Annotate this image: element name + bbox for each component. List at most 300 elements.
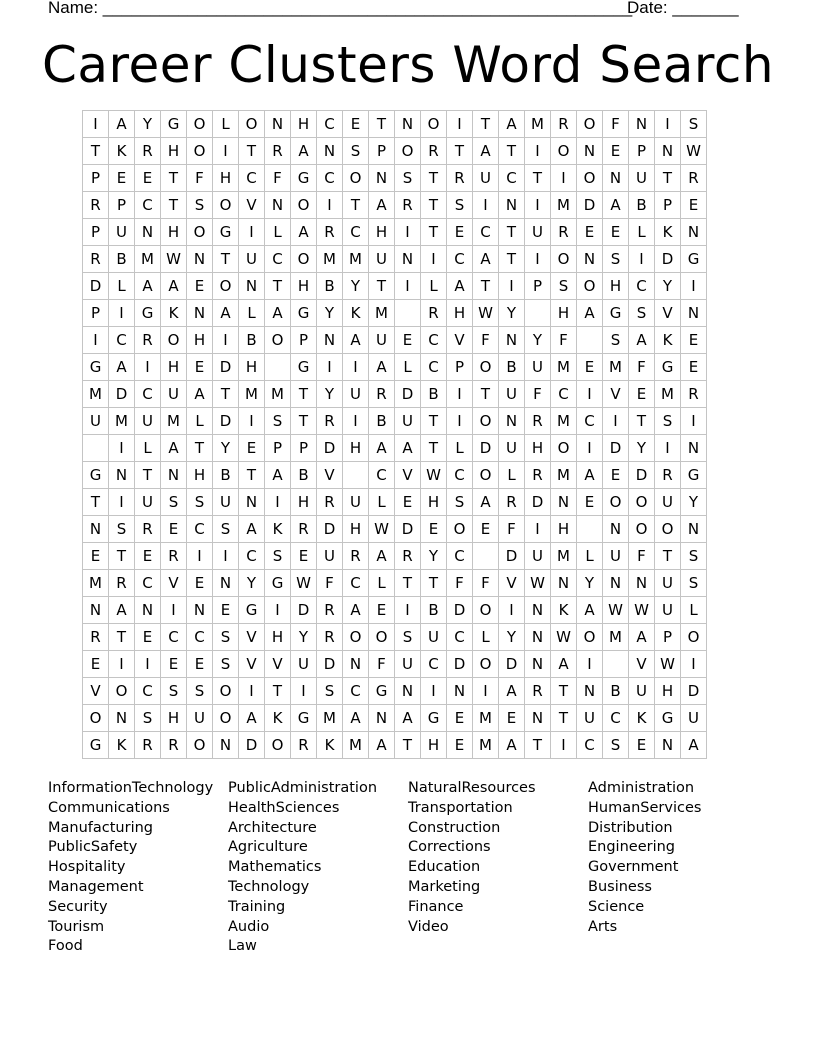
grid-cell: C: [447, 462, 473, 489]
grid-cell: N: [525, 651, 551, 678]
grid-cell: N: [577, 138, 603, 165]
grid-cell: I: [239, 408, 265, 435]
grid-cell: I: [109, 300, 135, 327]
word-list-item: InformationTechnology: [48, 780, 214, 796]
grid-cell: I: [551, 165, 577, 192]
grid-cell: T: [213, 246, 239, 273]
grid-cell: O: [473, 651, 499, 678]
grid-cell: E: [577, 219, 603, 246]
grid-cell: T: [525, 165, 551, 192]
grid-row: [83, 138, 707, 165]
grid-cell: O: [291, 192, 317, 219]
grid-cell: T: [473, 273, 499, 300]
grid-cell: I: [395, 219, 421, 246]
grid-cell: S: [187, 489, 213, 516]
grid-cell: G: [655, 705, 681, 732]
grid-cell: D: [447, 597, 473, 624]
word-list-item: Manufacturing: [48, 819, 153, 836]
word-list-item: PublicAdministration: [228, 780, 378, 796]
grid-cell: L: [499, 462, 525, 489]
grid-cell: T: [551, 678, 577, 705]
grid-cell: G: [213, 219, 239, 246]
word-list-item: Food: [48, 938, 83, 955]
grid-cell: R: [83, 192, 109, 219]
grid-cell: R: [135, 732, 161, 759]
grid-cell: M: [551, 354, 577, 381]
grid-cell: F: [369, 651, 395, 678]
grid-row: [83, 489, 707, 516]
grid-cell: G: [681, 462, 707, 489]
grid-cell: O: [161, 327, 187, 354]
grid-cell: C: [109, 327, 135, 354]
grid-row: [83, 462, 707, 489]
grid-cell: N: [395, 111, 421, 138]
grid-cell: T: [291, 408, 317, 435]
grid-cell: I: [577, 651, 603, 678]
word-list-item: Administration: [588, 780, 695, 796]
grid-cell: I: [525, 246, 551, 273]
grid-cell: M: [655, 381, 681, 408]
grid-cell: I: [473, 678, 499, 705]
grid-cell: C: [421, 651, 447, 678]
grid-cell: C: [577, 732, 603, 759]
grid-cell: Y: [577, 570, 603, 597]
grid-cell: L: [239, 300, 265, 327]
grid-cell: A: [343, 705, 369, 732]
grid-cell: E: [213, 597, 239, 624]
grid-cell: [525, 300, 551, 327]
grid-cell: O: [109, 678, 135, 705]
grid-cell: L: [187, 408, 213, 435]
grid-cell: T: [395, 732, 421, 759]
grid-cell: D: [213, 408, 239, 435]
grid-cell: B: [239, 327, 265, 354]
grid-cell: D: [83, 273, 109, 300]
grid-cell: H: [603, 273, 629, 300]
grid-cell: O: [551, 246, 577, 273]
grid-row: [83, 219, 707, 246]
grid-cell: E: [187, 354, 213, 381]
grid-cell: B: [369, 408, 395, 435]
grid-cell: M: [603, 624, 629, 651]
grid-cell: R: [551, 219, 577, 246]
word-list-item: Construction: [408, 819, 501, 836]
grid-cell: L: [135, 435, 161, 462]
grid-cell: U: [577, 705, 603, 732]
grid-cell: S: [161, 489, 187, 516]
grid-cell: B: [317, 273, 343, 300]
grid-row: [83, 435, 707, 462]
grid-cell: O: [655, 516, 681, 543]
grid-cell: T: [265, 678, 291, 705]
word-list-item: Security: [48, 898, 108, 915]
grid-cell: I: [629, 246, 655, 273]
word-list-item: Government: [588, 859, 679, 876]
grid-cell: R: [317, 219, 343, 246]
grid-cell: P: [447, 354, 473, 381]
grid-cell: L: [681, 597, 707, 624]
grid-cell: B: [603, 678, 629, 705]
grid-cell: T: [499, 138, 525, 165]
grid-cell: C: [343, 570, 369, 597]
grid-cell: V: [603, 381, 629, 408]
grid-cell: O: [473, 354, 499, 381]
grid-cell: I: [603, 408, 629, 435]
grid-cell: U: [109, 219, 135, 246]
grid-cell: T: [213, 381, 239, 408]
grid-cell: T: [135, 462, 161, 489]
grid-cell: W: [525, 570, 551, 597]
grid-cell: I: [135, 651, 161, 678]
grid-cell: L: [369, 489, 395, 516]
grid-cell: S: [603, 732, 629, 759]
grid-cell: C: [447, 246, 473, 273]
grid-cell: C: [447, 624, 473, 651]
grid-cell: E: [161, 516, 187, 543]
grid-cell: Y: [629, 435, 655, 462]
grid-cell: M: [473, 705, 499, 732]
grid-cell: W: [161, 246, 187, 273]
grid-cell: R: [161, 732, 187, 759]
grid-cell: P: [655, 192, 681, 219]
grid-cell: E: [187, 570, 213, 597]
grid-cell: D: [577, 192, 603, 219]
grid-cell: A: [291, 219, 317, 246]
grid-cell: U: [135, 408, 161, 435]
grid-cell: S: [135, 705, 161, 732]
grid-cell: M: [161, 408, 187, 435]
grid-cell: A: [473, 138, 499, 165]
grid-cell: A: [109, 111, 135, 138]
grid-cell: M: [551, 462, 577, 489]
grid-row: [83, 624, 707, 651]
grid-cell: V: [447, 327, 473, 354]
grid-cell: H: [213, 165, 239, 192]
grid-cell: H: [239, 354, 265, 381]
grid-cell: D: [213, 354, 239, 381]
grid-cell: N: [213, 732, 239, 759]
grid-row: [83, 246, 707, 273]
grid-cell: N: [499, 192, 525, 219]
grid-cell: C: [421, 354, 447, 381]
grid-row: [83, 705, 707, 732]
grid-cell: Y: [421, 543, 447, 570]
word-list-item: Technology: [228, 878, 310, 895]
grid-cell: O: [395, 138, 421, 165]
word-list-item: Communications: [48, 799, 170, 816]
grid-cell: M: [239, 381, 265, 408]
grid-cell: H: [343, 435, 369, 462]
grid-cell: D: [447, 651, 473, 678]
grid-cell: H: [291, 273, 317, 300]
grid-cell: P: [629, 138, 655, 165]
grid-cell: T: [369, 111, 395, 138]
grid-cell: N: [577, 246, 603, 273]
grid-cell: N: [395, 678, 421, 705]
grid-cell: O: [551, 435, 577, 462]
grid-cell: S: [681, 570, 707, 597]
grid-cell: R: [551, 111, 577, 138]
grid-cell: A: [447, 273, 473, 300]
grid-cell: O: [187, 111, 213, 138]
grid-cell: R: [317, 624, 343, 651]
grid-cell: M: [317, 705, 343, 732]
grid-cell: S: [447, 489, 473, 516]
grid-cell: B: [421, 597, 447, 624]
grid-cell: C: [317, 165, 343, 192]
grid-cell: C: [135, 381, 161, 408]
grid-cell: R: [395, 543, 421, 570]
grid-cell: P: [525, 273, 551, 300]
grid-cell: U: [603, 543, 629, 570]
grid-row: [83, 678, 707, 705]
word-column: [48, 779, 228, 957]
grid-cell: F: [473, 327, 499, 354]
grid-cell: E: [395, 327, 421, 354]
grid-cell: D: [317, 651, 343, 678]
grid-row: [83, 597, 707, 624]
grid-cell: U: [629, 165, 655, 192]
grid-cell: M: [343, 246, 369, 273]
grid-cell: D: [395, 516, 421, 543]
word-list-item: Video: [408, 918, 449, 935]
grid-cell: N: [187, 300, 213, 327]
grid-cell: A: [629, 624, 655, 651]
grid-cell: U: [83, 408, 109, 435]
grid-cell: W: [421, 462, 447, 489]
grid-cell: L: [213, 111, 239, 138]
grid-cell: E: [577, 489, 603, 516]
grid-cell: D: [317, 435, 343, 462]
grid-cell: I: [135, 354, 161, 381]
grid-row: [83, 165, 707, 192]
grid-cell: E: [135, 165, 161, 192]
grid-cell: N: [161, 462, 187, 489]
grid-cell: K: [629, 705, 655, 732]
word-list-item: Marketing: [408, 878, 481, 895]
grid-cell: M: [551, 408, 577, 435]
grid-cell: N: [135, 219, 161, 246]
grid-cell: A: [291, 138, 317, 165]
word-list-item: Architecture: [228, 819, 317, 836]
grid-cell: B: [213, 462, 239, 489]
grid-cell: H: [187, 462, 213, 489]
grid-cell: T: [239, 138, 265, 165]
grid-cell: R: [525, 462, 551, 489]
grid-cell: O: [551, 138, 577, 165]
grid-cell: E: [135, 624, 161, 651]
word-list-item: Business: [588, 878, 652, 895]
grid-cell: I: [161, 597, 187, 624]
grid-cell: A: [473, 489, 499, 516]
grid-cell: M: [83, 381, 109, 408]
grid-cell: T: [109, 543, 135, 570]
grid-cell: F: [187, 165, 213, 192]
grid-cell: O: [187, 732, 213, 759]
grid-cell: S: [187, 678, 213, 705]
grid-cell: O: [577, 273, 603, 300]
grid-cell: M: [135, 246, 161, 273]
grid-cell: A: [369, 543, 395, 570]
grid-cell: G: [239, 597, 265, 624]
grid-cell: U: [681, 705, 707, 732]
grid-cell: B: [291, 462, 317, 489]
grid-cell: I: [187, 543, 213, 570]
grid-cell: N: [109, 705, 135, 732]
grid-cell: S: [317, 678, 343, 705]
grid-cell: R: [525, 408, 551, 435]
grid-cell: A: [239, 705, 265, 732]
grid-cell: Y: [499, 624, 525, 651]
grid-cell: I: [213, 327, 239, 354]
grid-cell: A: [187, 381, 213, 408]
grid-cell: A: [603, 192, 629, 219]
grid-cell: N: [317, 138, 343, 165]
grid-cell: A: [109, 597, 135, 624]
grid-cell: D: [395, 381, 421, 408]
grid-cell: F: [447, 570, 473, 597]
grid-cell: S: [629, 300, 655, 327]
grid-row: [83, 381, 707, 408]
grid-cell: O: [187, 138, 213, 165]
grid-cell: R: [317, 597, 343, 624]
grid-cell: C: [603, 705, 629, 732]
grid-cell: E: [369, 597, 395, 624]
grid-cell: F: [473, 570, 499, 597]
grid-cell: L: [447, 435, 473, 462]
grid-cell: D: [291, 597, 317, 624]
grid-cell: N: [239, 273, 265, 300]
grid-cell: I: [447, 408, 473, 435]
grid-cell: O: [369, 624, 395, 651]
grid-cell: I: [681, 273, 707, 300]
grid-cell: N: [317, 327, 343, 354]
grid-cell: R: [499, 489, 525, 516]
grid-cell: P: [291, 327, 317, 354]
grid-cell: O: [343, 624, 369, 651]
grid-cell: A: [499, 732, 525, 759]
grid-cell: O: [265, 327, 291, 354]
grid-cell: O: [343, 165, 369, 192]
grid-cell: M: [551, 543, 577, 570]
grid-cell: F: [629, 354, 655, 381]
grid-cell: E: [343, 111, 369, 138]
grid-cell: M: [603, 354, 629, 381]
grid-cell: T: [395, 570, 421, 597]
grid-cell: O: [239, 111, 265, 138]
grid-cell: C: [629, 273, 655, 300]
grid-cell: T: [421, 165, 447, 192]
page-title: Career Clusters Word Search: [41, 36, 775, 94]
grid-cell: H: [161, 219, 187, 246]
grid-cell: D: [655, 246, 681, 273]
grid-cell: G: [265, 570, 291, 597]
grid-cell: C: [499, 165, 525, 192]
grid-cell: F: [317, 570, 343, 597]
word-list-item: HealthSciences: [228, 799, 340, 816]
grid-cell: H: [343, 516, 369, 543]
grid-cell: M: [525, 111, 551, 138]
grid-cell: H: [161, 705, 187, 732]
grid-cell: E: [681, 327, 707, 354]
grid-cell: V: [629, 651, 655, 678]
grid-cell: R: [681, 381, 707, 408]
grid-cell: G: [421, 705, 447, 732]
grid-cell: N: [239, 489, 265, 516]
grid-cell: Y: [499, 300, 525, 327]
grid-cell: D: [603, 435, 629, 462]
grid-cell: N: [629, 570, 655, 597]
grid-cell: N: [603, 570, 629, 597]
grid-cell: I: [499, 273, 525, 300]
grid-cell: I: [551, 732, 577, 759]
letter-grid: [82, 110, 707, 759]
grid-cell: A: [577, 462, 603, 489]
grid-cell: T: [629, 408, 655, 435]
grid-cell: G: [603, 300, 629, 327]
grid-cell: A: [577, 597, 603, 624]
grid-cell: Y: [213, 435, 239, 462]
grid-cell: C: [447, 543, 473, 570]
grid-cell: I: [213, 543, 239, 570]
grid-cell: L: [395, 354, 421, 381]
grid-cell: C: [421, 327, 447, 354]
grid-cell: G: [681, 246, 707, 273]
grid-cell: G: [291, 165, 317, 192]
grid-cell: K: [265, 516, 291, 543]
grid-cell: I: [109, 435, 135, 462]
grid-cell: O: [187, 219, 213, 246]
word-list-item: Law: [228, 938, 257, 955]
grid-cell: K: [161, 300, 187, 327]
grid-cell: H: [421, 732, 447, 759]
grid-cell: R: [369, 381, 395, 408]
grid-cell: U: [135, 489, 161, 516]
grid-cell: I: [291, 678, 317, 705]
grid-cell: O: [577, 624, 603, 651]
grid-cell: I: [655, 111, 681, 138]
grid-cell: Y: [317, 381, 343, 408]
grid-cell: G: [135, 300, 161, 327]
grid-cell: A: [499, 678, 525, 705]
grid-cell: C: [239, 165, 265, 192]
grid-cell: D: [239, 732, 265, 759]
grid-cell: N: [135, 597, 161, 624]
grid-cell: H: [655, 678, 681, 705]
word-list-item: Engineering: [588, 839, 675, 856]
grid-row: [83, 300, 707, 327]
name-field-label: Name: ________________________________________________________: [48, 0, 633, 17]
grid-cell: T: [655, 165, 681, 192]
grid-cell: R: [681, 165, 707, 192]
grid-cell: M: [551, 192, 577, 219]
grid-cell: A: [473, 246, 499, 273]
grid-cell: R: [135, 516, 161, 543]
grid-cell: W: [629, 597, 655, 624]
word-list-item: Education: [408, 859, 481, 876]
grid-cell: S: [655, 408, 681, 435]
grid-cell: S: [395, 624, 421, 651]
grid-cell: [265, 354, 291, 381]
date-field-label: Date: _______: [627, 0, 739, 17]
word-list-item: Transportation: [408, 799, 513, 816]
grid-cell: I: [577, 381, 603, 408]
grid-cell: U: [499, 381, 525, 408]
grid-cell: A: [629, 327, 655, 354]
grid-cell: U: [655, 489, 681, 516]
grid-cell: D: [629, 462, 655, 489]
grid-cell: N: [395, 246, 421, 273]
